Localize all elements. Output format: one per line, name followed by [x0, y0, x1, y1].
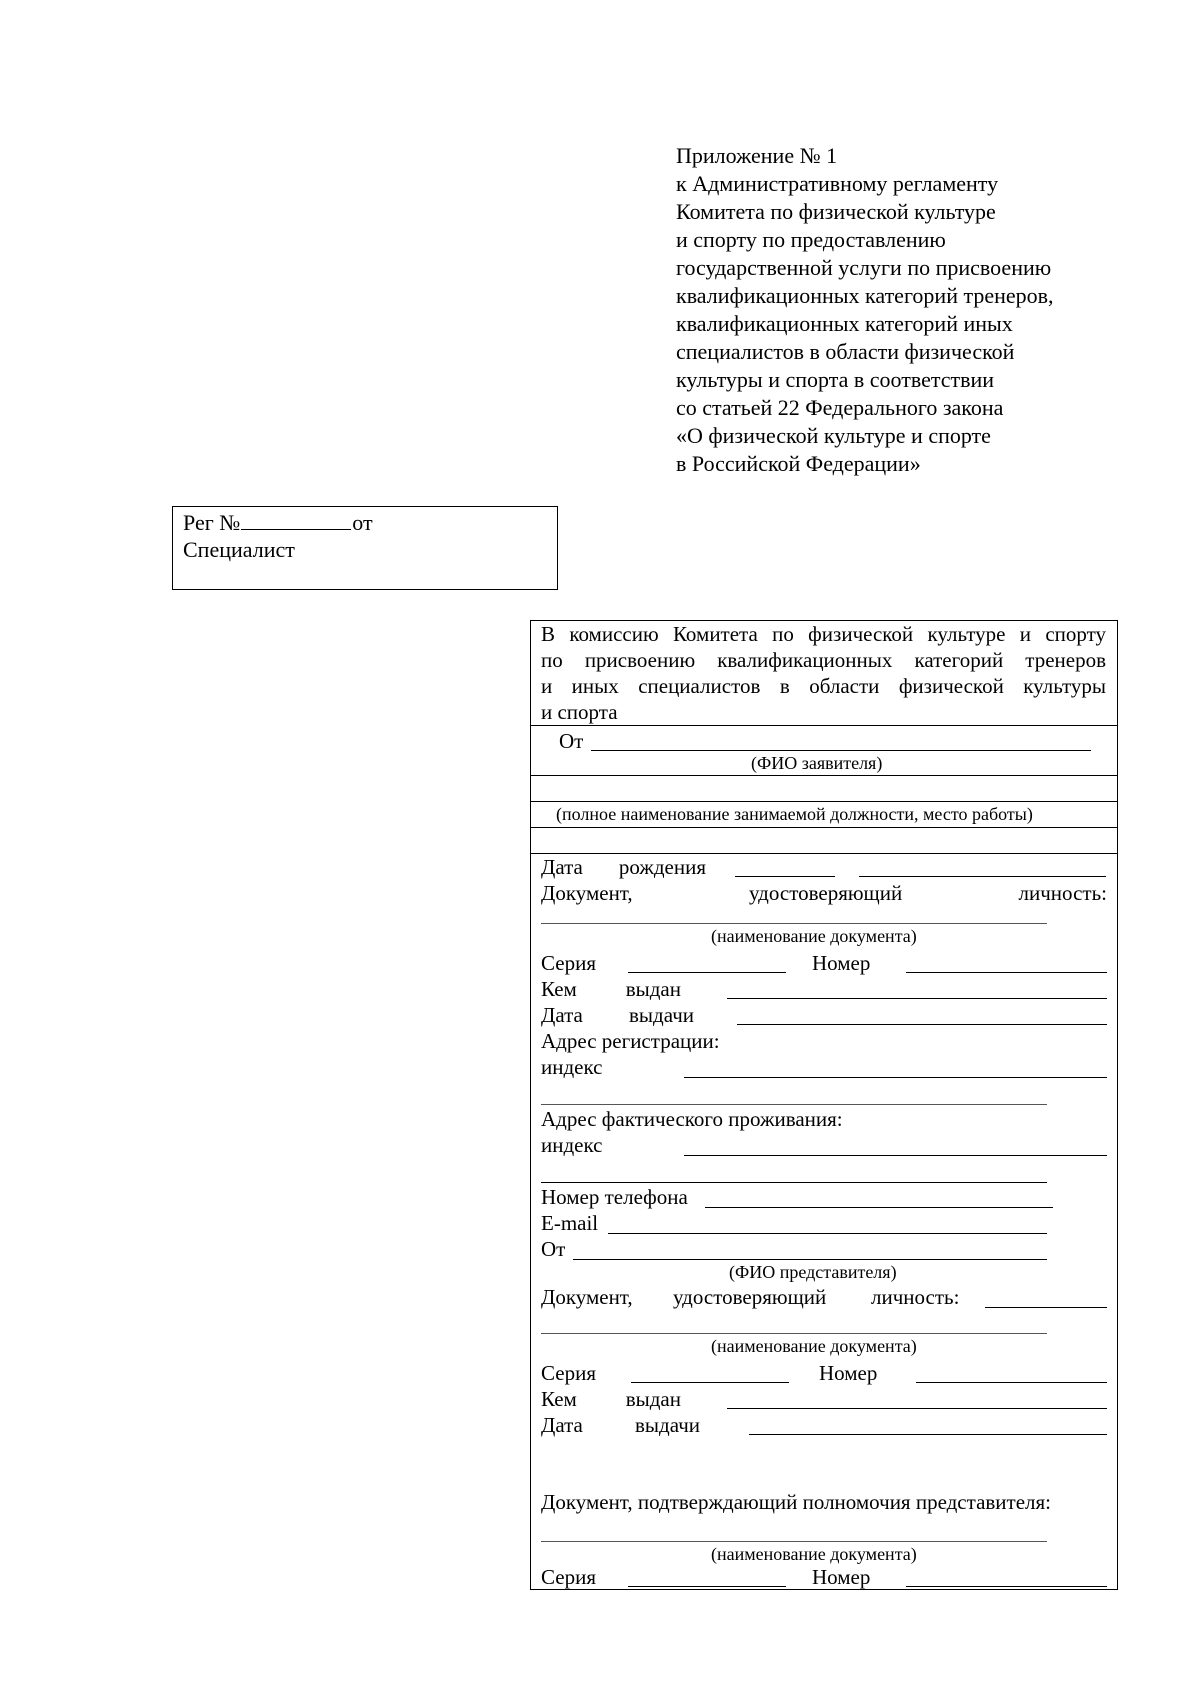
- rep-number-label: Номер: [819, 1361, 878, 1385]
- authority-document-name-field[interactable]: [541, 1541, 1047, 1542]
- appendix-line: и спорту по предоставлению: [676, 227, 946, 252]
- email-field[interactable]: [608, 1233, 1047, 1234]
- authority-series-field[interactable]: [628, 1586, 786, 1587]
- appendix-line: квалификационных категорий тренеров,: [676, 283, 1054, 308]
- issued-by-label: Кем выдан: [541, 977, 681, 1001]
- application-form: [530, 620, 1118, 1590]
- issue-date-field[interactable]: [737, 1024, 1107, 1025]
- authority-number-label: Номер: [812, 1565, 871, 1589]
- birth-place-field[interactable]: [859, 876, 1106, 877]
- appendix-line: специалистов в области физической: [676, 339, 1015, 364]
- phone-label: Номер телефона: [541, 1185, 688, 1209]
- issue-date-label: Дата выдачи: [541, 1003, 694, 1027]
- authority-document-label: Документ, подтверждающий полномочия представителя:: [541, 1490, 1052, 1514]
- rep-series-label: Серия: [541, 1361, 596, 1385]
- reg-number-label: Рег №: [183, 510, 241, 535]
- appendix-line: в Российской Федерации»: [676, 451, 921, 476]
- reg-date-label: от: [352, 510, 373, 535]
- rep-series-field[interactable]: [631, 1382, 789, 1383]
- id-document-name-field[interactable]: [541, 923, 1047, 924]
- email-label: E-mail: [541, 1211, 599, 1235]
- actual-address-label: Адрес фактического проживания:: [541, 1107, 843, 1131]
- from-representative-label: От: [541, 1237, 566, 1261]
- applicant-name-field[interactable]: [591, 750, 1091, 751]
- birth-date-label: Дата рождения: [541, 855, 706, 879]
- appendix-header: [676, 142, 1116, 478]
- index-label: индекс: [541, 1133, 603, 1157]
- commission-line: по присвоению квалификационных категорий тренеров: [541, 648, 1106, 672]
- appendix-line: со статьей 22 Федерального закона: [676, 395, 1004, 420]
- commission-line: и спорта: [541, 700, 618, 724]
- rep-issue-date-label: Дата выдачи: [541, 1413, 700, 1437]
- representative-name-caption: (ФИО представителя): [729, 1262, 897, 1282]
- divider: [531, 725, 1117, 726]
- appendix-line: Комитета по физической культуре: [676, 199, 996, 224]
- rep-identity-word: личность:: [871, 1285, 960, 1309]
- document-name-caption: (наименование документа): [711, 926, 917, 946]
- authority-number-field[interactable]: [906, 1586, 1107, 1587]
- appendix-line: квалификационных категорий иных: [676, 311, 1013, 336]
- index-label: индекс: [541, 1055, 603, 1079]
- document-name-caption: (наименование документа): [711, 1336, 917, 1356]
- appendix-line: «О физической культуре и спорте: [676, 423, 991, 448]
- position-caption: (полное наименование занимаемой должности, место работы): [556, 804, 1033, 824]
- registration-address-label: Адрес регистрации:: [541, 1029, 720, 1053]
- series-field[interactable]: [628, 972, 786, 973]
- appendix-line: государственной услуги по присвоению: [676, 255, 1052, 280]
- document-name-caption: (наименование документа): [711, 1544, 917, 1564]
- number-field[interactable]: [906, 972, 1107, 973]
- specialist-label: Специалист: [183, 537, 295, 562]
- representative-name-field[interactable]: [573, 1259, 1047, 1260]
- registration-index-field[interactable]: [684, 1077, 1107, 1078]
- appendix-line: к Административному регламенту: [676, 171, 999, 196]
- rep-doc-word: Документ,: [541, 1285, 633, 1309]
- divider: [531, 775, 1117, 776]
- appendix-line: культуры и спорта в соответствии: [676, 367, 995, 392]
- rep-issued-by-label: Кем выдан: [541, 1387, 681, 1411]
- position-field-line: [531, 801, 1117, 802]
- series-label: Серия: [541, 951, 596, 975]
- phone-field[interactable]: [705, 1207, 1053, 1208]
- rep-id-document-field[interactable]: [985, 1307, 1107, 1308]
- rep-number-field[interactable]: [916, 1382, 1107, 1383]
- issued-by-field[interactable]: [727, 998, 1107, 999]
- specialist-line: [183, 536, 547, 563]
- divider: [531, 827, 1117, 828]
- applicant-name-caption: (ФИО заявителя): [751, 753, 883, 773]
- reg-number-field[interactable]: [241, 509, 351, 530]
- id-document-label: Документ, удостоверяющий личность:: [541, 881, 1107, 905]
- appendix-line: Приложение № 1: [676, 143, 838, 168]
- rep-id-document-name-field[interactable]: [541, 1333, 1047, 1334]
- registration-number-line: [183, 509, 547, 536]
- commission-line: и иных специалистов в области физической культуры: [541, 674, 1106, 698]
- rep-issue-date-field[interactable]: [749, 1434, 1107, 1435]
- commission-address: [541, 621, 1106, 725]
- authority-series-label: Серия: [541, 1565, 596, 1589]
- rep-issued-by-field[interactable]: [727, 1408, 1107, 1409]
- rep-certifying-word: удостоверяющий: [673, 1285, 827, 1309]
- commission-line: В комиссию Комитета по физической культуре и спорту: [541, 622, 1106, 646]
- from-label: От: [559, 729, 584, 753]
- registration-box: [172, 506, 558, 590]
- actual-address-field[interactable]: [541, 1182, 1047, 1183]
- registration-address-field[interactable]: [541, 1104, 1047, 1105]
- birth-date-field[interactable]: [735, 876, 835, 877]
- actual-index-field[interactable]: [684, 1155, 1107, 1156]
- number-label: Номер: [812, 951, 871, 975]
